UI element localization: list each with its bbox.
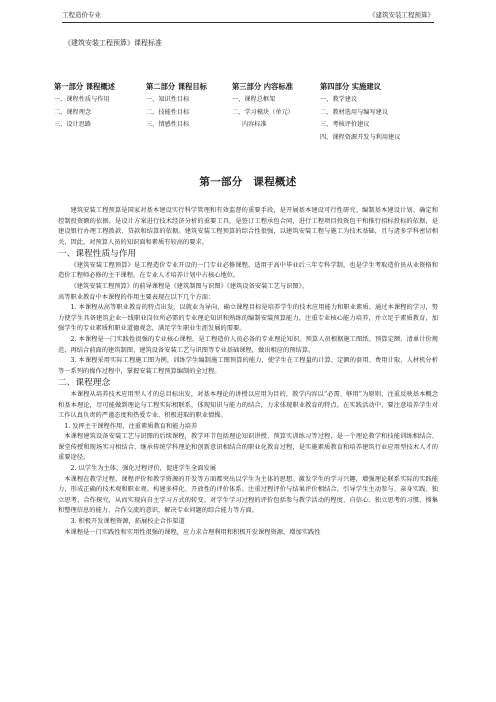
toc-item: 三、设计思路 [54,121,92,128]
paragraph: 本课程建筑设备安装工艺与识图的后续课程，教学环节包括理论知识讲授、预算实训练习等过程，是一个理论教学和技能训练相结合、课堂传授和现场实习相结合、继承传统学科理论和创新意识相结合的职业化教育过程，是实施素质教育和培养建筑行业应用型技术人才的重要途径。 [58,433,438,462]
numbered-point: 1. 发挥主干课程作用，注重素质教育和能力培养 [64,422,198,430]
toc-item: 一、课程性质与作用 [54,96,110,103]
document-title: 《建筑安装工程预算》课程标准 [64,39,162,47]
toc-heading: 第二部分 课程目标 [146,82,207,91]
header-right: 《建筑安装工程预算》 [369,11,434,19]
toc-item: 一、教学建议 [320,96,358,103]
toc-item: 一、知识性目标 [146,96,190,103]
toc-item: 二、学习模块（单元） [232,108,294,116]
body-text [58,206,438,538]
paragraph: 高等职业教育中本课程的作用主要表现在以下几个方面： [58,293,215,301]
table-of-contents [54,82,434,150]
paragraph: 本课程在教学过程、课程评价和教学资源的开发等方面都突出以学生为主体的思想。激发学生的学习兴趣，增强理论联系实际的实践能力，形成正确的技术观和职业观。构建多样化、开放性的评价体系。注重过程评价与结果评价相结合，引导学生主动参与、亲身实践、独立思考、合作探究，从而实现向自主学习方式的转变。对学生学习过程的评价包括参与教学活动的程度、自信心、独立思考的习惯、搜集和整理信息的能力、合作交流的意识，解决专业问题的综合能力等方面。 [58,475,438,515]
numbered-point: 2. 以学生为主体，强化过程评价，促进学生全面发展 [70,465,216,473]
toc-part-1 [54,82,115,132]
toc-item: 二、教材选用与编写建议 [320,108,389,116]
section-title: 第一部分 课程概述 [199,176,297,188]
toc-heading: 第一部分 课程概述 [54,82,115,91]
toc-item: 三、情感性目标 [146,121,190,128]
toc-item: 四、课程资源开发与利用建议 [320,133,401,141]
toc-item: 一、课程总框架 [232,96,276,103]
header-left: 工程造价专业 [62,11,101,19]
paragraph: 建筑安装工程预算是国家对基本建设实行科学管理和有效监督的重要手段，是开展基本建设可行性研究、编制基本建设计划、确定和控制投资额的依据。是设计方案进行技术经济分析的重要工具，是签订工程承包合同，进行工程项目投资包干和推行招标投标的依据，是建设银行办理工程拨款、贷款和结算的依据。建筑安装工程预算的综合性很强，以建筑安装工程与施工为技术基础，且与诸多学科密切相关，因此，对预算人员的知识面和素质有较高的要求。 [58,207,438,246]
paragraph: 2. 本课程是一门实践性很强的专业核心课程，是工程造价人员必备的专业理论知识。预算人员根据施工图纸、预算定额、清单计价规范，再结合前面的建筑制图、建筑设备安装工艺与识图等专业基础课程，做出相应的预结算。 [58,336,438,354]
toc-item: 二、课程理念 [54,108,92,116]
paragraph: 本课程从培养技术应用型人才的总目标出发，对基本理论的讲授以应用为目的，教学内容以“必需、够用”为原则，注重反映基本概念和基本理论，尽可能做到理论与工程实际相联系，体现知识与能力的结合，力求体现职业教育的特点。在实践活动中，要注意培养学生对工作认真负责的严谨态度和热爱专业、积极进取的职业情操。 [58,390,438,420]
paragraph: 1. 本课程从高等职业教育的特点出发，以就业为导向，确立课程目标是培养学生的技术应用能力和职业素质。通过本课程的学习，努力使学生具备建筑企业一线职业岗位所必需的专业理论知识和熟练的编制安装预算能力，注重专业核心能力培养，并立足于素质教育，加强学生的专业素质和职业道德观念，满足学生职业生涯发展的需要。 [58,304,438,333]
toc-item: 二、技能性目标 [146,108,190,116]
toc-item: 内容标准 [242,121,267,128]
toc-part-4 [320,82,400,144]
subsection-heading: 一、课程性质与作用 [58,249,137,260]
toc-item: 三、考核评价建议 [320,121,370,128]
toc-heading: 第四部分 实施建议 [320,82,381,91]
toc-part-2 [146,82,207,132]
subsection-heading: 二、课程理念 [58,378,111,389]
toc-heading: 第三部分 内容标准 [232,82,293,91]
paragraph: 《建筑安装工程预算》的前导课程是《建筑制图与识图》《建筑设备安装工艺与识图》。 [70,283,308,291]
page-header [62,10,434,23]
paragraph: 3. 本课程采用实际工程施工图为例，训练学生编制施工图预算的能力，使学生在工程量的计算、定额的套用、费用计取、人材机分析等一系列的操作过程中，掌握安装工程预算编制的全过程。 [58,357,438,375]
toc-part-3 [232,82,294,132]
paragraph: 《建筑安装工程预算》是工程造价专业开设的一门专业必修课程，适用于高中毕业后三年专科学制，也是学生考取造价员从业资格和造价工程师必修的主干课程。在专业人才培养计划中占核心地位。 [58,261,438,280]
paragraph: 本课程是一门实践性和实用性很强的课程，应力求合理利用和积极开发课程资源，增加实践性 [64,528,321,536]
numbered-point: 3. 积极开发课程资源，拓展校企合作渠道 [70,518,185,526]
